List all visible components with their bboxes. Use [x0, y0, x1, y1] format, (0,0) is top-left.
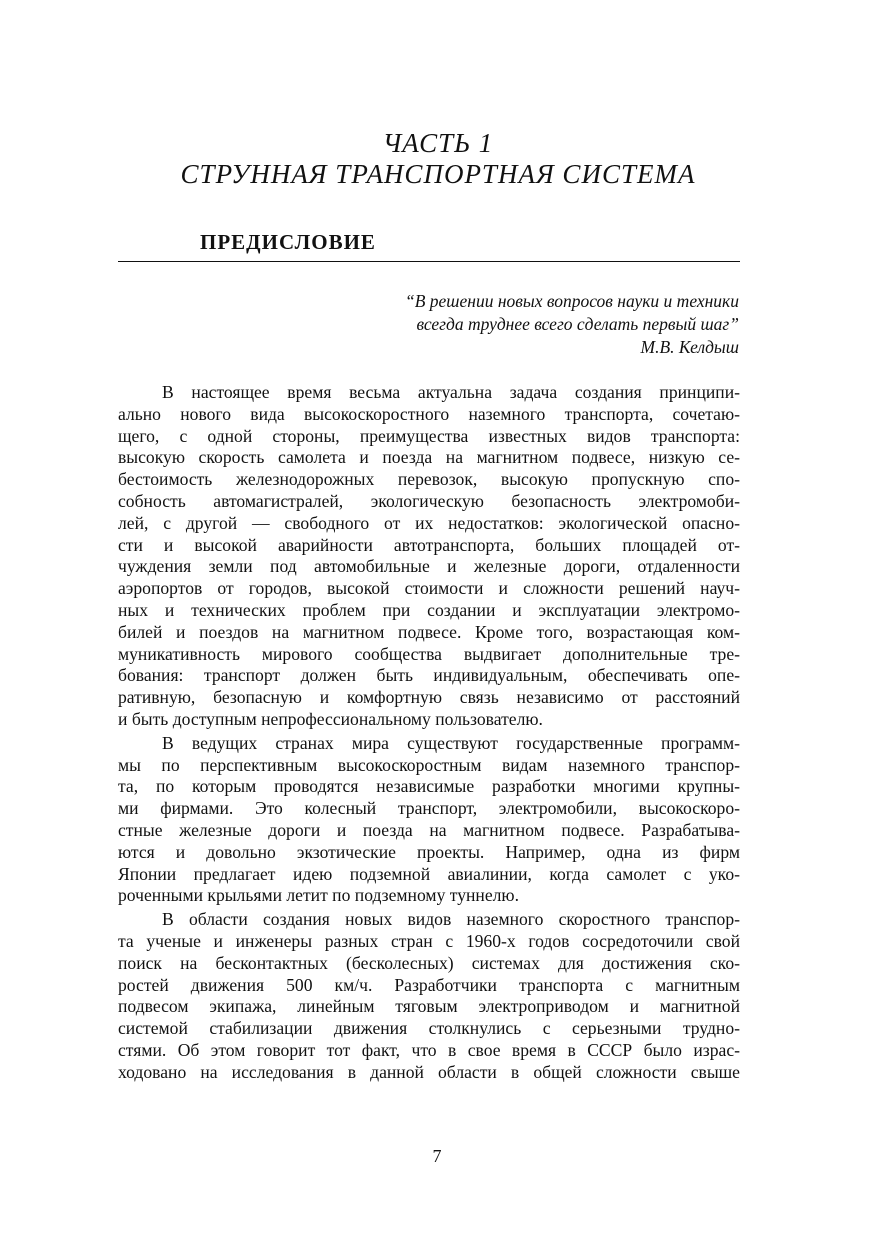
paragraph [118, 733, 740, 907]
text-line: муникативность мирового сообщества выдвигает дополнительные тре- [118, 643, 740, 664]
text-line: ходовано на исследования в данной области в общей сложности свыше [118, 1061, 740, 1082]
part-title: СТРУННАЯ ТРАНСПОРТНАЯ СИСТЕМА [180, 159, 696, 189]
text-line: собность автомагистралей, экологическую безопасность электромоби- [118, 490, 740, 511]
text-line: ми фирмами. Это колесный транспорт, электромобили, высокоскоро- [118, 798, 740, 819]
text-line: стные железные дороги и поезда на магнитном подвесе. Разрабатыва- [118, 819, 740, 840]
part-heading [118, 128, 758, 190]
text-line: ративную, безопасную и комфортную связь независимо от расстояний [118, 687, 740, 708]
text-line: бестоимость железнодорожных перевозок, высокую пропускную спо- [118, 469, 740, 490]
body-text [118, 382, 740, 1084]
text-line: билей и поездов на магнитном подвесе. Кроме того, возрастающая ком- [118, 621, 740, 642]
text-line: В настоящее время весьма актуальна задача создания принципи- [162, 382, 740, 402]
text-line: аэропортов от городов, высокой стоимости и сложности решений науч- [118, 578, 740, 599]
text-line: щего, с одной стороны, преимущества известных видов транспорта: [118, 425, 740, 446]
text-line: поиск на бесконтактных (бесколесных) системах для достижения ско- [118, 952, 740, 973]
epigraph [405, 290, 739, 359]
text-line: Японии предлагает идею подземной авиалинии, когда самолет с уко- [118, 863, 740, 884]
text-line: ально нового вида высокоскоростного наземного транспорта, сочетаю- [118, 403, 740, 424]
epigraph-line: “В решении новых вопросов науки и техники [404, 291, 739, 311]
section-divider [118, 261, 740, 262]
text-line: роченными крыльями летит по подземному туннелю. [118, 885, 519, 906]
paragraph [118, 382, 740, 731]
text-line: сти и высокой аварийности автотранспорта, больших площадей от- [118, 534, 740, 555]
text-line: бования: транспорт должен быть индивидуальным, обеспечивать опе- [118, 665, 740, 686]
text-line: чуждения земли под автомобильные и железные дороги, отдаленности [118, 556, 740, 577]
text-line: лей, с другой — свободного от их недостатков: экологической опасно- [118, 512, 740, 533]
text-line: ростей движения 500 км/ч. Разработчики транспорта с магнитным [118, 974, 740, 995]
text-line: и быть доступным непрофессиональному пользователю. [118, 708, 543, 729]
text-line: та ученые и инженеры разных стран с 1960-х годов сосредоточили свой [118, 930, 740, 951]
part-number: ЧАСТЬ 1 [382, 128, 494, 158]
section-title: ПРЕДИСЛОВИЕ [200, 230, 376, 254]
text-line: мы по перспективным высокоскоростным видам наземного транспор- [118, 754, 740, 775]
page-number: 7 [432, 1146, 442, 1166]
epigraph-author: М.В. Келдыш [640, 337, 739, 357]
text-line: та, по которым проводятся независимые разработки многими крупны- [118, 776, 740, 797]
epigraph-line: всегда труднее всего сделать первый шаг” [416, 314, 739, 334]
text-line: В области создания новых видов наземного скоростного транспор- [162, 909, 740, 930]
text-line: системой стабилизации движения столкнулись с серьезными трудно- [118, 1018, 740, 1039]
text-line: В ведущих странах мира существуют государственные программ- [162, 732, 740, 753]
text-line: ных и технических проблем при создании и эксплуатации электромо- [118, 599, 740, 620]
text-line: подвесом экипажа, линейным тяговым электроприводом и магнитной [118, 996, 740, 1017]
text-line: ются и довольно экзотические проекты. Например, одна из фирм [118, 841, 740, 862]
paragraph [118, 909, 740, 1083]
text-line: высокую скорость самолета и поезда на магнитном подвесе, низкую се- [118, 447, 740, 468]
text-line: стями. Об этом говорит тот факт, что в свое время в СССР было израс- [118, 1039, 740, 1060]
